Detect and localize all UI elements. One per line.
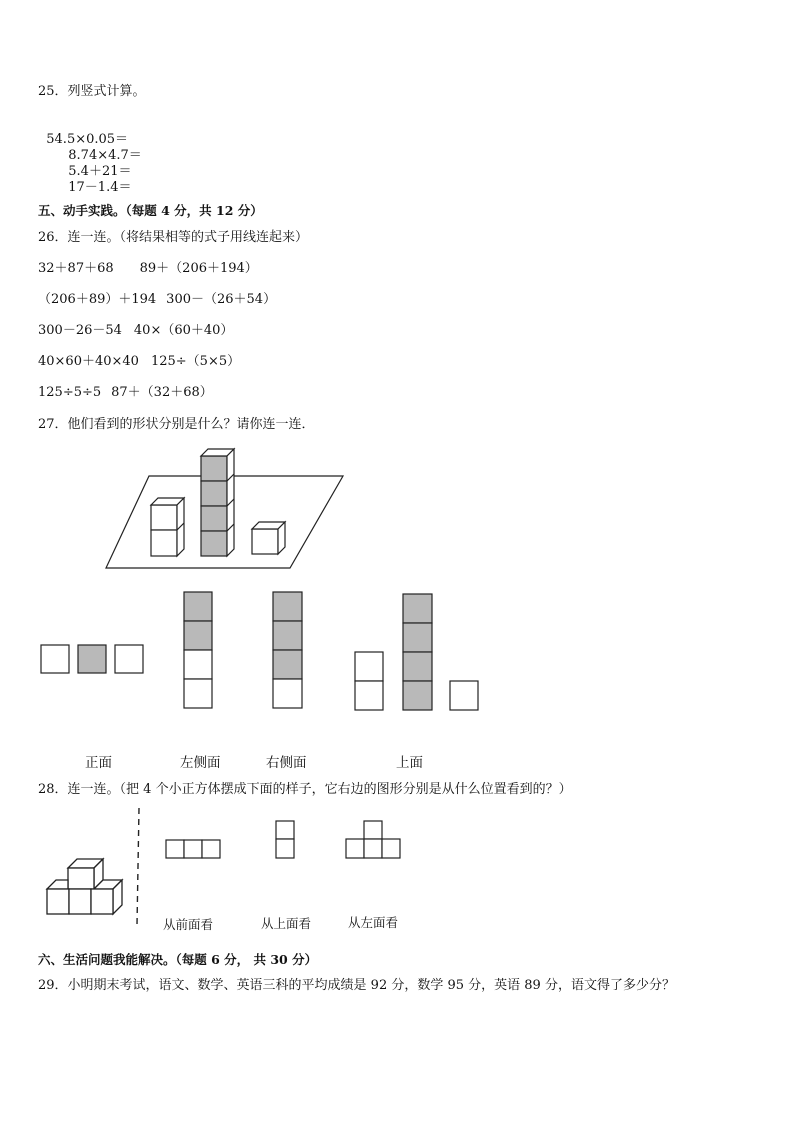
q25-title: 25．列竖式计算。 <box>38 84 146 99</box>
q26-left-4: 40×60＋40×40 <box>38 354 139 369</box>
q26-title: 26．连一连。（将结果相等的式子用线连起来） <box>38 230 309 245</box>
q26-left-3: 300－26－54 <box>38 323 122 338</box>
q27-scene-figure <box>106 449 343 568</box>
q27-label-right: 右侧面 <box>266 755 307 771</box>
q26-left-5: 125÷5÷5 <box>38 385 102 400</box>
q26-right-2: 300－（26＋54） <box>166 292 277 307</box>
section5-title: 五、动手实践。（每题 4 分，共 12 分） <box>38 203 263 218</box>
q28-label-top: 从上面看 <box>261 916 312 931</box>
q27-view-top <box>355 594 478 710</box>
q27-view-right <box>273 592 302 708</box>
q28-view-column-of-two <box>276 821 294 858</box>
q26-left-1: 32＋87＋68 <box>38 261 114 276</box>
q25-expr-2: 8.74×4.7＝ <box>68 148 142 163</box>
q28-label-front: 从前面看 <box>163 917 214 932</box>
q25-expr-4: 17－1.4＝ <box>68 180 132 195</box>
q27-single-cube <box>252 522 285 554</box>
q29-title: 29．小明期末考试，语文、数学、英语三科的平均成绩是 92 分，数学 95 分，英语 89 分，语文得了多少分？ <box>38 978 675 993</box>
q28-dashed-divider <box>137 808 139 925</box>
q25-expr-1: 54.5×0.05＝ <box>46 132 129 147</box>
q27-label-left: 左侧面 <box>180 755 221 771</box>
q26-right-5: 87＋（32＋68） <box>111 385 213 400</box>
q28-title: 28．连一连。（把 4 个小正方体摆成下面的样子，它右边的图形分别是从什么位置看到的？） <box>38 782 572 797</box>
q28-view-t-shape <box>346 821 400 858</box>
q28-view-row-of-three <box>166 840 220 858</box>
q28-cube-figure <box>47 859 122 914</box>
q25-expr-3: 5.4＋21＝ <box>68 164 132 179</box>
q27-label-front: 正面 <box>85 755 112 771</box>
q26-right-1: 89＋（206＋194） <box>139 261 258 276</box>
q27-tall-stack <box>201 449 234 556</box>
q26-right-3: 40×（60＋40） <box>133 323 234 338</box>
q28-label-left: 从左面看 <box>348 915 399 930</box>
q26-right-4: 125÷（5×5） <box>150 354 241 369</box>
q27-left-stack <box>151 498 184 556</box>
q27-view-front <box>41 645 143 673</box>
section6-title: 六、生活问题我能解决。（每题 6 分， 共 30 分） <box>38 952 318 967</box>
q27-label-top: 上面 <box>396 755 423 771</box>
q27-view-left <box>184 592 212 708</box>
q27-title: 27．他们看到的形状分别是什么？请你连一连． <box>38 417 315 432</box>
q26-left-2: （206＋89）＋194 <box>38 292 157 307</box>
